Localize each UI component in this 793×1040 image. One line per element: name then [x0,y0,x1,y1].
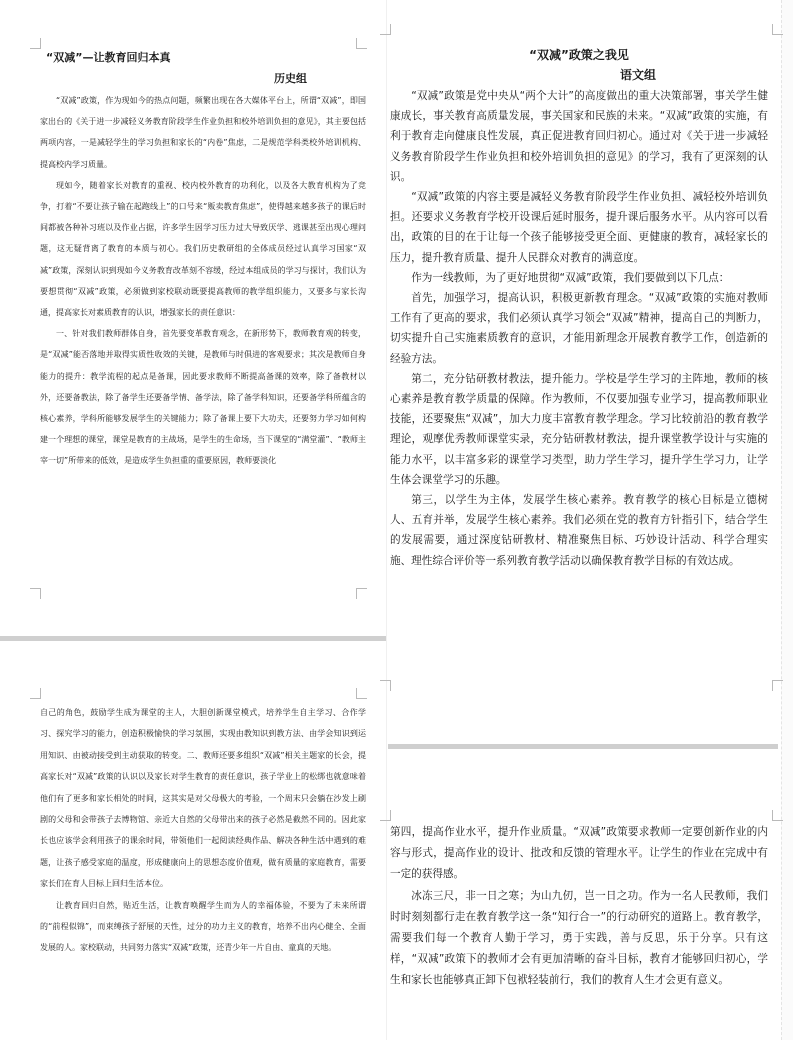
crop-mark [772,810,783,821]
paragraph: 自己的角色，鼓励学生成为课堂的主人，大胆创新课堂模式，培养学生自主学习、合作学习、探究学习的能力，创造积极愉快的学习氛围，实现由教知识到教方法、由学会知识到运用知识、由被动接受到主动获取的转变。二、教师还要多组织“双减”相关主题家的长会，提高家长对“双减”政策的认识以及家长对学生教育的责任意识，孩子学业上的松绑也就意味着他们有了更多和家长相处的时间，这其实是对父母极大的考验，一个周末只会躺在沙发上刷剧的父母和会带孩子去博物馆、亲近大自然的父母带出来的孩子必然是截然不同的。因此家长也应该学会利用孩子的课余时间，带领他们一起阅读经典作品、解决各种生活中遇到的难题，让孩子感受家庭的温度，形成健康向上的思想态度价值观，做有质量的家庭教育，需要家长们在育人目标上回归生活本位。 [40,708,366,889]
paragraph: 第四，提高作业水平，提升作业质量。“双减”政策要求教师一定要创新作业的内容与形式，提高作业的设计、批改和反馈的管理水平。让学生的作业在完成中有一定的获得感。 [390,826,768,881]
paragraph: 作为一线教师，为了更好地贯彻“双减”政策，我们要做到以下几点： [411,271,730,284]
page-separator-left [0,636,386,641]
paragraph: 让教育回归自然，贴近生活，让教育唤醒学生而为人的幸福体验，不要为了未来所谓的“前程似锦”，而束缚孩子舒展的天性，过分的功力主义的教育，培养不出内心健全、全面发展的人。家校联动，共同努力落实“双减”政策，还青少年一片自由、童真的天地。 [40,900,366,953]
crop-mark [356,38,367,49]
paragraph: 首先，加强学习，提高认识，积极更新教育理念。“双减”政策的实施对教师工作有了更高的要求，我们必须认真学习领会“双减”精神，提高自己的判断力，切实提升自己实施素质教育的意识，才能用新理念开展教育教学工作，创造新的经验方法。 [390,292,768,365]
history-group-label: 历史组 [274,72,307,85]
paragraph: 冰冻三尺，非一日之寒；为山九仞，岂一日之功。作为一名人民教师，我们时时刻刻都行走在教育教学这一条“知行合一”的行动研究的道路上。教育教学，需要我们每一个教育人勤于学习，勇于实践，善与反思，乐于分享。只有这样，“双减”政策下的教师才会有更加清晰的奋斗目标，教育才能够回归初心，学生和家长也能够真正卸下包袱轻装前行，我们的教育人生才会更有意义。 [390,889,768,987]
paragraph: “双减”政策是党中央从“两个大计”的高度做出的重大决策部署，事关学生健康成长，事关教育高质量发展，事关国家和民族的未来。“双减”政策的实施，有利于教育走向健康良性发展，真正促进教育回归初心。通过对《关于进一步减轻义务教育阶段学生作业负担和校外培训负担的意见》的学习，我有了更深刻的认识。 [390,90,768,183]
chinese-article-title: “双减”政策之我见 [529,48,629,62]
chinese-article-page-2 [390,822,768,1034]
paragraph: 第三，以学生为主体，发展学生核心素养。教育教学的核心目标是立德树人、五育并举，发展学生核心素养。我们必须在党的教育方针指引下，结合学生的发展需要，通过深度钻研教材、精准聚焦目标、巧妙设计活动、科学合理实施、理性综合评价等一系列教育教学活动以确保教育教学目标的有效达成。 [390,494,768,567]
crop-mark [380,680,391,691]
chinese-article-page-1 [390,44,768,664]
page-separator-right [388,744,778,749]
paragraph: 现如今，随着家长对教育的重视、校内校外教育的功利化，以及各大教育机构为了竞争，打着“不要让孩子输在起跑线上”的口号来“贩卖教育焦虑”，使得越来越多孩子的课后时间都被各种补习班以及作业占据，许多学生因学习压力过大导致厌学、逃课甚至出现心理问题，这无疑背离了教育的本质与初心。我们历史教研组的全体成员经过认真学习国家“双减”政策，深刻认识到现如今义务教育改革刻不容缓，经过本组成员的学习与探讨，我们认为要想贯彻“双减”政策，必须做到家校联动既要提高教师的教学组织能力，又要多与家长沟通，提高家长对素质教育的认识，增强家长的责任意识： [40,180,366,318]
history-article-page-2 [40,702,366,1032]
crop-mark [380,24,391,35]
crop-mark [30,588,41,599]
history-article-page-1 [40,50,366,585]
crop-mark [30,688,41,699]
paragraph: 第二，充分钻研教材教法，提升能力。学校是学生学习的主阵地，教师的核心素养是教育教学质量的保障。作为教师，不仅要加强专业学习，提高教师职业技能，还要聚焦“双减”，加大力度丰富教育教学理念。学习比较前沿的教育教学理论，观摩优秀教师课堂实录，充分钻研教材教法，提升课堂教学设计与实施的能力水平，以丰富多彩的课堂学习类型，助力学生学习，提升学生学习力，让学生体会课堂学习的乐趣。 [390,372,768,486]
chinese-group-label: 语文组 [620,68,657,82]
paragraph: “双减”政策，作为现如今的热点问题，频繁出现在各大媒体平台上，所谓“双减”，即国家出台的《关于进一步减轻义务教育阶段学生作业负担和校外培训负担的意见》，其主要包括两项内容，一是减轻学生的学习负担和家长的“内卷”焦虑，二是规范学科类校外培训机构、提高校内学习质量。 [40,96,366,169]
crop-mark [772,24,783,35]
crop-mark [356,588,367,599]
paragraph: 一、针对我们教师群体自身，首先要变革教育观念，在新形势下，教师教育观的转变，是“双减”能否落地并取得实质性收效的关键，是教师与时俱进的客观要求；其次是教师自身能力的提升：教学流程的起点是备课，因此要求教师不断提高备课的效率，除了备教材以外，还要备教法，除了备学生还要备学情、备学法，除了备学科知识，还要备学科所蕴含的核心素养，学科所能够发展学生的关键能力；除了备课上要下大功夫，还要努力学习如何构建一个理想的课堂，课堂是教育的主战场，是学生的生命场，当下课堂的“满堂灌”、“教师主宰一切”所带来的低效，是造成学生负担重的重要原因，教师要淡化 [40,329,366,466]
paragraph: “双减”政策的内容主要是减轻义务教育阶段学生作业负担、减轻校外培训负担。还要求义务教育学校开设课后延时服务，提升课后服务水平。从内容可以看出，政策的目的在于让每一个孩子能够接受更全面、更健康的教育，减轻家长的压力，提升教育质量、提升人民群众对教育的满意度。 [390,191,768,264]
history-article-title: “双减”—让教育回归本真 [46,51,171,64]
crop-mark [772,680,783,691]
vertical-ruler [781,0,793,1040]
crop-mark [380,810,391,821]
crop-mark [30,38,41,49]
column-divider [386,0,387,1040]
crop-mark [356,688,367,699]
